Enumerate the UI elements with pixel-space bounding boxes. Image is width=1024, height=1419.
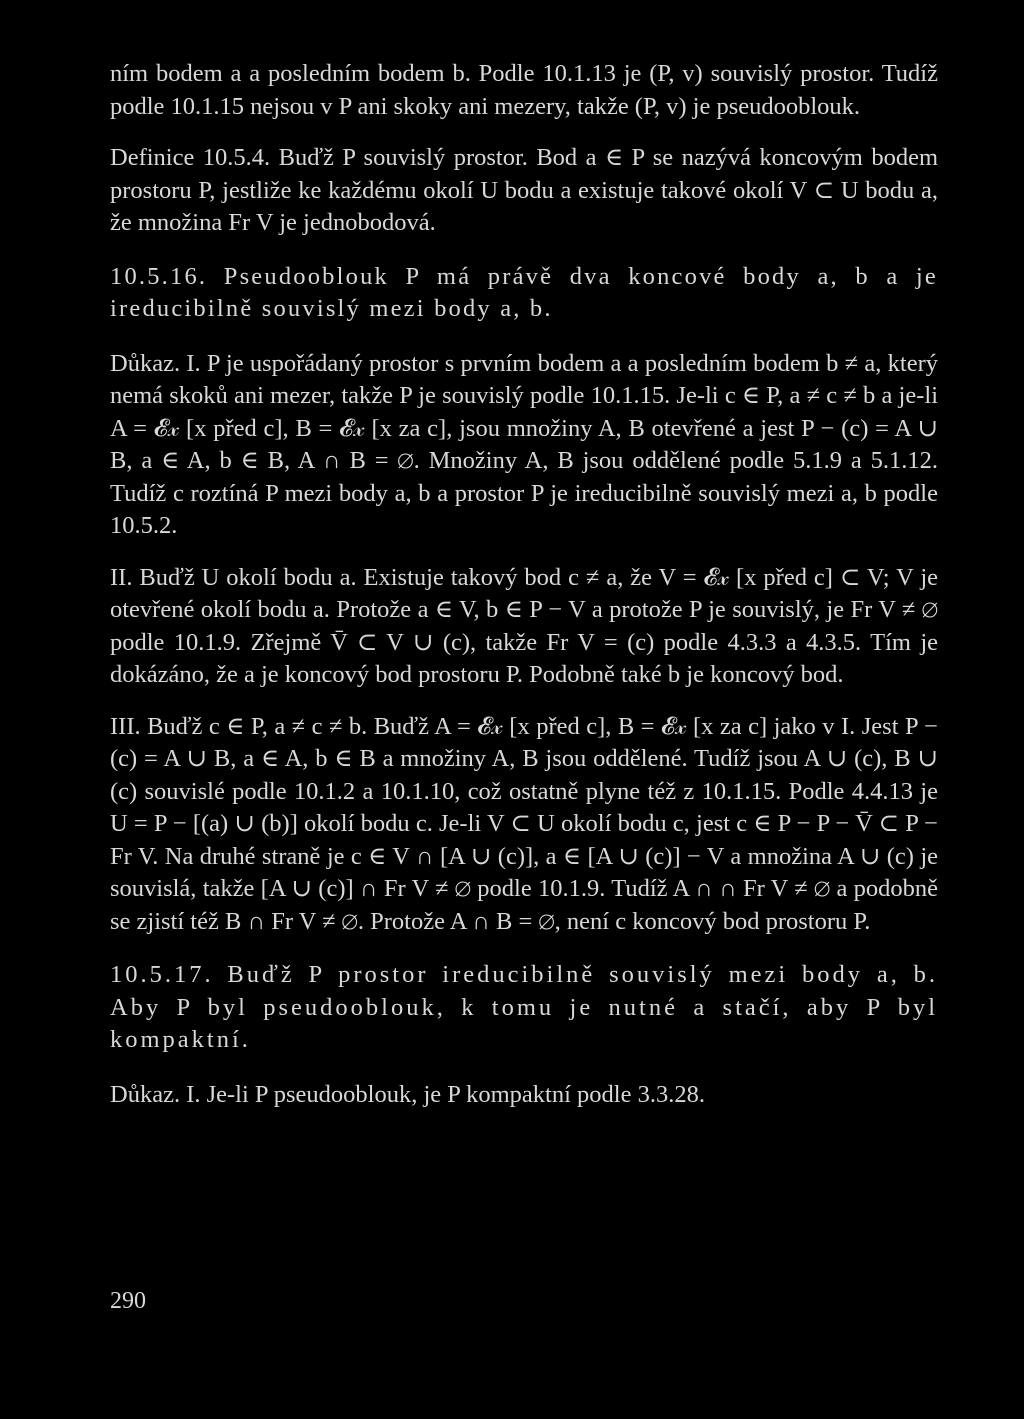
paragraph-continuation: ním bodem a a posledním bodem b. Podle 10.1.13 je (P, v) souvislý prostor. Tudíž podle 10.1.15 nejsou v P ani skoky ani mezery, takže (P, v) je pseudooblouk. bbox=[110, 60, 938, 120]
page-number: 290 bbox=[110, 1288, 146, 1314]
book-page bbox=[110, 58, 938, 1388]
theorem-10-5-16: 10.5.16. Pseudooblouk P má právě dva koncové body a, b a je ireducibilně souvislý mezi body a, b. bbox=[110, 262, 938, 322]
proof-10-5-17-part-1: Důkaz. I. Je-li P pseudooblouk, je P kompaktní podle 3.3.28. bbox=[110, 1080, 705, 1108]
theorem-10-5-17: 10.5.17. Buďž P prostor ireducibilně souvislý mezi body a, b. Aby P byl pseudooblouk, k tomu je nutné a stačí, aby P byl kompaktní. bbox=[110, 961, 938, 1053]
proof-part-2: II. Buďž U okolí bodu a. Existuje takový bod c ≠ a, že V = 𝓔𝓍 [x před c] ⊂ V; V je otevřené okolí bodu a. Protože a ∈ V, b ∈ P − V a protože P je souvislý, je Fr V ≠ ∅ podle 10.1.9. Zřejmě V̄ ⊂ V ∪ (c), takže Fr V = (c) podle 4.3.3 a 4.3.5. Tím je dokázáno, že a je koncový bod prostoru P. Podobně také b je koncový bod. bbox=[110, 563, 938, 688]
definition-10-5-4: Definice 10.5.4. Buďž P souvislý prostor. Bod a ∈ P se nazývá koncovým bodem prostoru P, jestliže ke každému okolí U bodu a existuje takové okolí V ⊂ U bodu a, že množina Fr V je jednobodová. bbox=[110, 144, 938, 236]
proof-part-3: III. Buďž c ∈ P, a ≠ c ≠ b. Buďž A = 𝓔𝓍 [x před c], B = 𝓔𝓍 [x za c] jako v I. Jest P − (c) = A ∪ B, a ∈ A, b ∈ B a množiny A, B jsou oddělené. Tudíž jsou A ∪ (c), B ∪ (c) souvislé podle 10.1.2 a 10.1.10, což ostatně plyne též z 10.1.15. Podle 4.4.13 je U = P − [(a) ∪ (b)] okolí bodu c. Je-li V ⊂ U okolí bodu c, jest c ∈ P − P − V̄ ⊂ P − Fr V. Na druhé straně je c ∈ V ∩ [A ∪ (c)], a ∈ [A ∪ (c)] − V a množina A ∪ (c) je souvislá, takže [A ∪ (c)] ∩ Fr V ≠ ∅ podle 10.1.9. Tudíž A ∩ ∩ Fr V ≠ ∅ a podobně se zjistí též B ∩ Fr V ≠ ∅. Protože A ∩ B = ∅, není c koncový bod prostoru P. bbox=[110, 712, 938, 935]
proof-part-1: Důkaz. I. P je uspořádaný prostor s prvním bodem a a posledním bodem b ≠ a, který nemá skoků ani mezer, takže P je souvislý podle 10.1.15. Je-li c ∈ P, a ≠ c ≠ b a je-li A = 𝓔𝓍 [x před c], B = 𝓔𝓍 [x za c], jsou množiny A, B otevřené a jest P − (c) = A ∪ B, a ∈ A, b ∈ B, A ∩ B = ∅. Množiny A, B jsou oddělené podle 5.1.9 a 5.1.12. Tudíž c roztíná P mezi body a, b a prostor P je ireducibilně souvislý mezi a, b podle 10.5.2. bbox=[110, 349, 938, 539]
